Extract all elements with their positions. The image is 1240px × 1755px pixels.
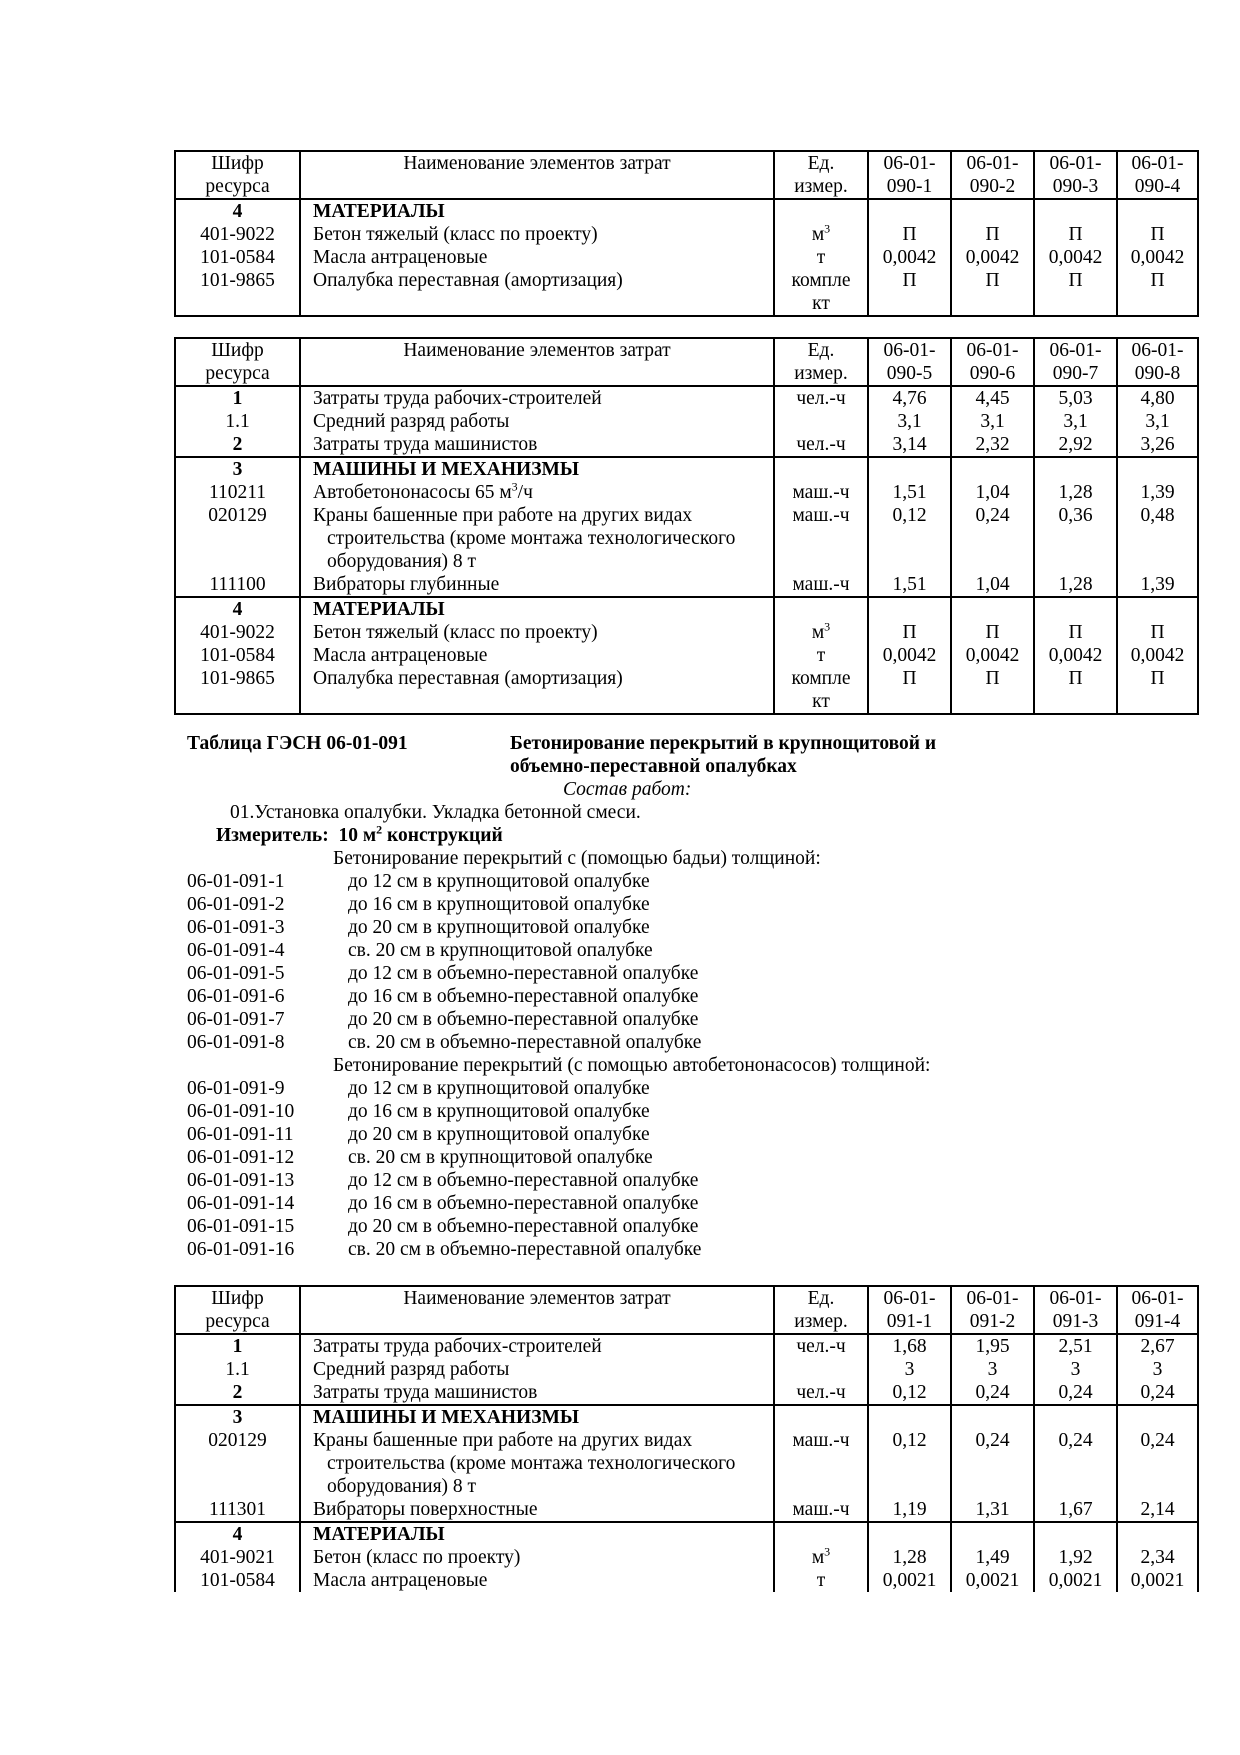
table-cell: Наименование элементов затрат (300, 338, 774, 386)
section-title: МАШИНЫ И МЕХАНИЗМЫ (300, 457, 774, 481)
table-cell (1034, 199, 1117, 223)
table-cell (868, 199, 951, 223)
table-cell: 1,28 (868, 1546, 951, 1569)
table-cell: 0,0021 (868, 1569, 951, 1592)
table-cell: 1,04 (951, 481, 1034, 504)
table-cell: $м^3$ (774, 1546, 868, 1569)
table-cell: маш.-ч (774, 481, 868, 504)
table-cell: 2,51 (1034, 1334, 1117, 1358)
table-header (175, 151, 1198, 199)
table-cell: 2 (175, 1381, 300, 1405)
table-cell: 1 (175, 386, 300, 410)
table-cell: П (868, 667, 951, 714)
table-cell: 0,12 (868, 1429, 951, 1498)
table-cell: маш.-ч (774, 504, 868, 573)
table-cell: П (951, 223, 1034, 246)
table-cell (1034, 597, 1117, 621)
table-cell: 0,0042 (1117, 644, 1198, 667)
table-cell: П (868, 223, 951, 246)
table-cell: Масла антраценовые (300, 246, 774, 269)
table-cell: 3 (1034, 1358, 1117, 1381)
table-cell: 2 (175, 433, 300, 457)
table-cell: 0,24 (1034, 1381, 1117, 1405)
table-cell: Ед. измер. (774, 1286, 868, 1334)
table-cell: 4 (175, 199, 300, 223)
table-row (175, 481, 1198, 504)
group1-title: Бетонирование перекрытий с (помощью бадьи) толщиной: (333, 848, 821, 869)
table-label: Таблица ГЭСН 06-01-091 (187, 733, 408, 754)
table-cell: Средний разряд работы (300, 1358, 774, 1381)
table-cell: 3 (175, 1405, 300, 1429)
table-cell: 1,68 (868, 1334, 951, 1358)
table-cell: П (868, 621, 951, 644)
table-cell: Затраты труда рабочих-строителей (300, 1334, 774, 1358)
resource-table-090-5-8 (174, 337, 1199, 715)
table-cell: 101-0584 (175, 1569, 300, 1592)
table-cell: П (951, 269, 1034, 316)
section-title: МАШИНЫ И МЕХАНИЗМЫ (300, 1405, 774, 1429)
table-cell: Ед. измер. (774, 338, 868, 386)
table-row (175, 1569, 1198, 1592)
table-cell: Краны башенные при работе на других видах строительства (кроме монтажа технологического оборудования) 8 т (300, 504, 774, 573)
table-cell: Затраты труда машинистов (300, 433, 774, 457)
table-cell: Наименование элементов затрат (300, 1286, 774, 1334)
table-cell: 4 (175, 597, 300, 621)
table-cell: 1,49 (951, 1546, 1034, 1569)
table-cell: $м^3$ (774, 621, 868, 644)
group2-title: Бетонирование перекрытий (с помощью автобетононасосов) толщиной: (333, 1055, 931, 1076)
table-row (175, 410, 1198, 433)
table-cell: 06-01- 090-6 (951, 338, 1034, 386)
table-cell: $м^3$ (774, 223, 868, 246)
table-row (175, 573, 1198, 597)
table-cell: 1 (175, 1334, 300, 1358)
table-cell (1117, 597, 1198, 621)
table-cell: 3 (175, 457, 300, 481)
table-row (175, 386, 1198, 410)
composition-item: 01.Установка опалубки. Укладка бетонной смеси. (230, 802, 641, 823)
table-cell: 1,04 (951, 573, 1034, 597)
table-cell: П (1034, 269, 1117, 316)
table-cell: 3,1 (1117, 410, 1198, 433)
table-cell: 0,0042 (1034, 246, 1117, 269)
table-cell: 06-01- 091-3 (1034, 1286, 1117, 1334)
table-cell: Бетон (класс по проекту) (300, 1546, 774, 1569)
section-row (175, 1522, 1198, 1546)
table-cell (868, 597, 951, 621)
table-cell: 4,80 (1117, 386, 1198, 410)
table-cell: 0,24 (951, 504, 1034, 573)
table-cell: т (774, 1569, 868, 1592)
table-cell: 4 (175, 1522, 300, 1546)
table-cell (868, 1405, 951, 1429)
table-cell: 06-01- 091-4 (1117, 1286, 1198, 1334)
table-cell: 0,48 (1117, 504, 1198, 573)
table-cell: 401-9022 (175, 621, 300, 644)
table-cell: чел.-ч (774, 433, 868, 457)
table-cell: 2,92 (1034, 433, 1117, 457)
table-cell: 0,36 (1034, 504, 1117, 573)
table-row (175, 504, 1198, 573)
table-row (175, 667, 1198, 714)
table-cell: Средний разряд работы (300, 410, 774, 433)
table-cell: 401-9021 (175, 1546, 300, 1569)
table-cell: П (1034, 667, 1117, 714)
table-cell: 1.1 (175, 410, 300, 433)
table-row (175, 1334, 1198, 1358)
table-cell: 0,24 (1117, 1429, 1198, 1498)
table-cell: 1.1 (175, 1358, 300, 1381)
table-cell: Шифр ресурса (175, 1286, 300, 1334)
section-title-line2: объемно-переставной опалубках (510, 756, 797, 777)
table-cell: 0,24 (1034, 1429, 1117, 1498)
table-cell: П (1034, 223, 1117, 246)
table-cell: 101-9865 (175, 269, 300, 316)
table-cell: 06-01- 090-7 (1034, 338, 1117, 386)
table-cell: 3 (951, 1358, 1034, 1381)
table-cell: 020129 (175, 504, 300, 573)
table-row (175, 433, 1198, 457)
table-cell: Краны башенные при работе на других видах строительства (кроме монтажа технологического оборудования) 8 т (300, 1429, 774, 1498)
table-cell: 1,28 (1034, 481, 1117, 504)
table-cell: 0,24 (951, 1381, 1034, 1405)
table-cell (774, 1405, 868, 1429)
section-row (175, 1405, 1198, 1429)
table-cell (1117, 199, 1198, 223)
table-cell: 0,0021 (1117, 1569, 1198, 1592)
section-title-line1: Бетонирование перекрытий в крупнощитовой и (510, 733, 937, 754)
table-cell (774, 597, 868, 621)
table-cell: 0,12 (868, 1381, 951, 1405)
table-cell: 0,12 (868, 504, 951, 573)
table-cell: 3,1 (1034, 410, 1117, 433)
table-cell: 1,67 (1034, 1498, 1117, 1522)
table-row (175, 1498, 1198, 1522)
section-title: МАТЕРИАЛЫ (300, 199, 774, 223)
code-header: Шифр ресурса (175, 151, 300, 199)
table-row (175, 644, 1198, 667)
table-cell (1034, 1405, 1117, 1429)
table-cell: 1,31 (951, 1498, 1034, 1522)
table-cell: чел.-ч (774, 386, 868, 410)
table-cell: 0,0021 (1034, 1569, 1117, 1592)
table-row (175, 621, 1198, 644)
table-cell: 3 (868, 1358, 951, 1381)
table-cell: П (1117, 667, 1198, 714)
table-cell: 0,24 (951, 1429, 1034, 1498)
table-cell: 101-0584 (175, 644, 300, 667)
table-cell (774, 1358, 868, 1381)
table-cell (951, 597, 1034, 621)
table-cell (868, 1522, 951, 1546)
table-cell: 06-01- 090-8 (1117, 338, 1198, 386)
table-cell (1117, 1522, 1198, 1546)
table-cell (951, 457, 1034, 481)
table-cell: 1,95 (951, 1334, 1034, 1358)
table-row (175, 1381, 1198, 1405)
table-cell: 06-01- 091-2 (951, 1286, 1034, 1334)
table-cell: П (1117, 269, 1198, 316)
section-title: МАТЕРИАЛЫ (300, 597, 774, 621)
table-cell: 3,14 (868, 433, 951, 457)
table-cell: Вибраторы поверхностные (300, 1498, 774, 1522)
table-cell: 110211 (175, 481, 300, 504)
meter: Измеритель: 10 $м^2$ конструкций (216, 822, 503, 846)
table-row (175, 223, 1198, 246)
table-cell: 1,92 (1034, 1546, 1117, 1569)
table-cell: 401-9022 (175, 223, 300, 246)
table-cell: 1,39 (1117, 481, 1198, 504)
table-cell: 1,28 (1034, 573, 1117, 597)
table-cell: Шифр ресурса (175, 338, 300, 386)
table-cell: 0,0042 (951, 246, 1034, 269)
col-header: 06-01- 090-3 (1034, 151, 1117, 199)
table-cell (774, 457, 868, 481)
table-row (175, 269, 1198, 316)
table-cell: Вибраторы глубинные (300, 573, 774, 597)
table-cell: 101-0584 (175, 246, 300, 269)
table-cell: П (951, 667, 1034, 714)
table-cell (951, 199, 1034, 223)
table-cell: 2,14 (1117, 1498, 1198, 1522)
table-cell: 3 (1117, 1358, 1198, 1381)
table-cell: 0,0042 (951, 644, 1034, 667)
table-cell: Опалубка переставная (амортизация) (300, 269, 774, 316)
table-cell: 1,51 (868, 573, 951, 597)
table-header (175, 1286, 1198, 1334)
section-row (175, 457, 1198, 481)
table-cell: 0,0042 (868, 644, 951, 667)
table-header (175, 338, 1198, 386)
table-row (175, 1429, 1198, 1498)
table-cell: П (1117, 621, 1198, 644)
table-cell (774, 1522, 868, 1546)
col-header: 06-01- 090-4 (1117, 151, 1198, 199)
resource-table-090-1-4 (174, 150, 1199, 317)
table-cell: 0,0021 (951, 1569, 1034, 1592)
table-cell: 1,19 (868, 1498, 951, 1522)
table-cell: 1,39 (1117, 573, 1198, 597)
table-cell: П (1117, 223, 1198, 246)
table-cell: 3,26 (1117, 433, 1198, 457)
table-cell: 0,0042 (1034, 644, 1117, 667)
table-cell: 0,0042 (868, 246, 951, 269)
table-cell: Опалубка переставная (амортизация) (300, 667, 774, 714)
table-cell: 101-9865 (175, 667, 300, 714)
table-cell: 4,45 (951, 386, 1034, 410)
section-title: МАТЕРИАЛЫ (300, 1522, 774, 1546)
table-cell: компле кт (774, 667, 868, 714)
table-cell: 2,67 (1117, 1334, 1198, 1358)
table-cell: чел.-ч (774, 1381, 868, 1405)
table-cell: 2,34 (1117, 1546, 1198, 1569)
table-cell (951, 1522, 1034, 1546)
table-cell: 06-01- 090-5 (868, 338, 951, 386)
table-cell: маш.-ч (774, 573, 868, 597)
table-row (175, 246, 1198, 269)
section-row (175, 199, 1198, 223)
table-cell: компле кт (774, 269, 868, 316)
name-header: Наименование элементов затрат (300, 151, 774, 199)
table-cell: Бетон тяжелый (класс по проекту) (300, 621, 774, 644)
col-header: 06-01- 090-2 (951, 151, 1034, 199)
table-cell (1034, 1522, 1117, 1546)
table-cell: т (774, 644, 868, 667)
table-cell: Масла антраценовые (300, 644, 774, 667)
table-cell (1117, 457, 1198, 481)
table-cell: 111100 (175, 573, 300, 597)
table-cell: маш.-ч (774, 1429, 868, 1498)
table-cell: 111301 (175, 1498, 300, 1522)
table-cell: 2,32 (951, 433, 1034, 457)
table-cell: 3,1 (951, 410, 1034, 433)
table-row (175, 1358, 1198, 1381)
col-header: 06-01- 090-1 (868, 151, 951, 199)
table-cell: т (774, 246, 868, 269)
table-cell (868, 457, 951, 481)
table-cell: 1,51 (868, 481, 951, 504)
table-cell: Затраты труда машинистов (300, 1381, 774, 1405)
table-cell: чел.-ч (774, 1334, 868, 1358)
table-cell: 0,24 (1117, 1381, 1198, 1405)
table-cell: Автобетононасосы 65 $м^3/ч$ (300, 481, 774, 504)
table-cell (774, 410, 868, 433)
table-row (175, 1546, 1198, 1569)
table-cell: 020129 (175, 1429, 300, 1498)
table-cell (774, 199, 868, 223)
unit-header: Ед. измер. (774, 151, 868, 199)
table-cell: П (1034, 621, 1117, 644)
resource-table-091-1-4 (174, 1285, 1199, 1592)
table-cell: 4,76 (868, 386, 951, 410)
table-cell: маш.-ч (774, 1498, 868, 1522)
composition-label: Состав работ: (563, 779, 692, 800)
table-cell: Бетон тяжелый (класс по проекту) (300, 223, 774, 246)
table-cell: 3,1 (868, 410, 951, 433)
table-cell (1117, 1405, 1198, 1429)
table-cell (951, 1405, 1034, 1429)
table-cell: Масла антраценовые (300, 1569, 774, 1592)
table-cell (1034, 457, 1117, 481)
table-cell: П (868, 269, 951, 316)
table-cell: П (951, 621, 1034, 644)
table-cell: 5,03 (1034, 386, 1117, 410)
table-cell: Затраты труда рабочих-строителей (300, 386, 774, 410)
section-row (175, 597, 1198, 621)
table-cell: 0,0042 (1117, 246, 1198, 269)
table-cell: 06-01- 091-1 (868, 1286, 951, 1334)
